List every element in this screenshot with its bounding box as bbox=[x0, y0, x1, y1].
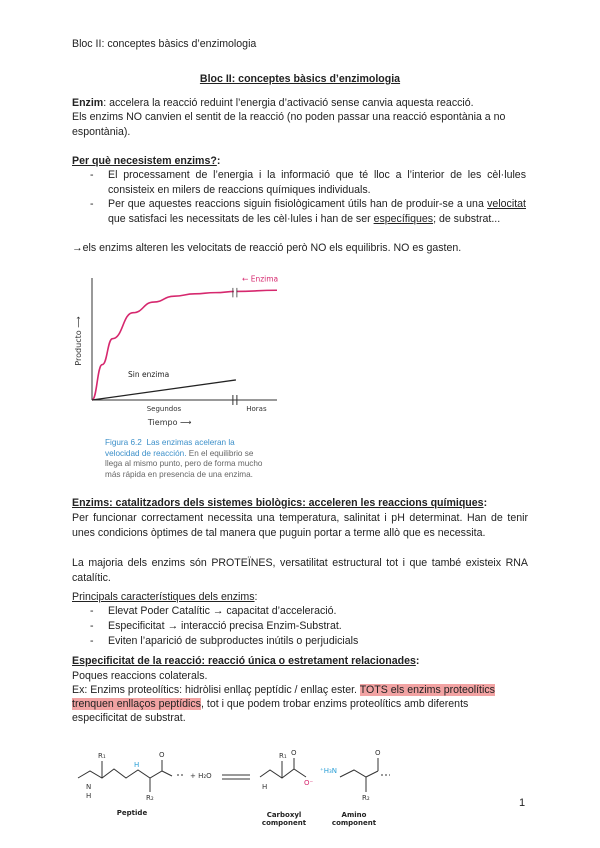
section3-example: Ex: Enzims proteolítics: hidròlisi enllaç peptídic / enllaç ester. bbox=[72, 684, 360, 696]
chart-caption bbox=[105, 438, 305, 480]
enzyme-rate-chart bbox=[72, 270, 287, 435]
amino-label-1: Amino bbox=[341, 811, 367, 819]
section3-line-3-rest: , tot i que podem trobar enzims proteolítics amb diferents bbox=[200, 698, 469, 710]
intro-line-2: Els enzims NO canvien el sentit de la reacció (no poden passar una reacció espontània a no espontània). bbox=[72, 111, 506, 138]
caption-text-2: llega al mismo punto, pero de forma mucho bbox=[105, 459, 263, 468]
bullet2-text-b: que satisfaci les necessitats de les cèl·lules i han de ser bbox=[108, 212, 374, 225]
bullet-dash: - bbox=[90, 198, 94, 210]
section2-subheading-colon: : bbox=[254, 591, 258, 603]
water-label: + H₂O bbox=[190, 772, 212, 780]
h-label: H bbox=[86, 792, 92, 800]
page-number: 1 bbox=[519, 797, 526, 809]
feature-item-2: Especificitat → interacció precisa Enzim-Substrat. bbox=[108, 620, 342, 632]
section3-line-4: especificitat de substrat. bbox=[72, 712, 186, 724]
caption-title-2: velocidad de reacción. bbox=[105, 448, 187, 458]
n-label: N bbox=[86, 783, 92, 791]
section2-paragraph-1: Per funcionar correctament necessita una temperatura, salinitat i pH determinat. Han de tenir unes condicions òptimes de tal manera que puguin portar a terme allò que es necessita. bbox=[72, 512, 528, 539]
section1-bullet-1: El processament de l’energia i la informació que té lloc a l’interior de les cèl·lules consisteix en milers de reaccions químiques individuals. bbox=[108, 169, 526, 196]
x-segment-label: Horas bbox=[246, 405, 267, 413]
peptide-label: Peptide bbox=[116, 809, 148, 817]
intro-definition: : accelera la reacció reduint l’energia d’activació sense canvia aquesta reacció. bbox=[103, 97, 474, 109]
carboxyl-backbone bbox=[260, 769, 306, 778]
bullet-dash: - bbox=[90, 620, 94, 632]
chart-plot-area bbox=[74, 275, 278, 427]
carboxylate-label: O⁻ bbox=[304, 779, 314, 787]
caption-label: Figura 6.2 bbox=[105, 438, 142, 447]
series-label-enzyme: ← Enzima bbox=[242, 274, 279, 284]
carboxyl-h-label: H bbox=[262, 783, 268, 791]
caption-line-1 bbox=[105, 438, 305, 449]
section1-heading-colon: : bbox=[216, 155, 221, 167]
bullet-dash: - bbox=[90, 605, 94, 617]
bullet-dash: - bbox=[90, 169, 94, 181]
amino-o-label: O bbox=[375, 749, 381, 757]
carboxyl-o-label: O bbox=[291, 749, 297, 757]
curve-break-gap bbox=[234, 288, 237, 298]
bullet2-text-a: Per que aquestes reaccions siguin fisiològicament útils han de produir-se a una bbox=[108, 198, 488, 210]
amide-h-label: H bbox=[134, 761, 140, 769]
x-axis-title: Tiempo ⟶ bbox=[147, 418, 192, 427]
section1-heading bbox=[72, 154, 528, 169]
peptide-hydrolysis-diagram bbox=[72, 745, 402, 835]
section3-line-1: Poques reaccions colaterals. bbox=[72, 670, 208, 682]
caption-text-3: más rápida en presencia de una enzima. bbox=[105, 469, 253, 479]
caption-line-2 bbox=[105, 449, 305, 460]
section2-heading bbox=[72, 496, 542, 511]
bullet-dash: - bbox=[90, 635, 94, 647]
highlight-proteolytic-1: TOTS els enzims proteolítics bbox=[359, 684, 495, 696]
r2-label: R₂ bbox=[146, 794, 154, 802]
section2-heading-text: Enzims: catalitzadors dels sistemes biològics: acceleren les reaccions químiques bbox=[72, 497, 484, 509]
section3-line-3 bbox=[72, 697, 542, 712]
bullet2-velocitat: velocitat bbox=[487, 198, 526, 210]
ammonium-label: ⁺H₃N bbox=[320, 767, 338, 775]
feature-item-3: Eviten l’aparició de subproductes inútils o perjudicials bbox=[108, 635, 359, 647]
section3-line-2 bbox=[72, 683, 542, 698]
section1-conclusion: →els enzims alteren les velocitats de reacció però NO els equilibris. NO es gasten. bbox=[72, 242, 462, 254]
intro-term: Enzim bbox=[72, 97, 104, 109]
intro-line-1 bbox=[72, 96, 528, 111]
amino-label-2: component bbox=[331, 819, 377, 827]
peptide-backbone bbox=[78, 769, 172, 778]
section3-heading-colon: : bbox=[415, 655, 420, 667]
carboxyl-label-1: Carboxyl bbox=[266, 811, 302, 819]
series-enzyme-line bbox=[92, 290, 277, 400]
o-label: O bbox=[159, 751, 165, 759]
x-segment-label: Segundos bbox=[146, 405, 182, 413]
caption-title-1: Las enzimas aceleran la bbox=[146, 438, 235, 447]
section3-heading bbox=[72, 654, 542, 669]
amino-backbone bbox=[340, 770, 378, 777]
highlight-proteolytic-2: trenquen enllaços peptídics bbox=[72, 698, 201, 710]
y-axis-title: Producto ⟶ bbox=[74, 316, 83, 366]
series-label-no-enzyme: Sin enzima bbox=[127, 369, 170, 379]
section1-bullet-2 bbox=[108, 197, 526, 226]
section2-heading-colon: : bbox=[483, 497, 488, 509]
section3-heading-text: Especificitat de la reacció: reacció única o estretament relacionades bbox=[72, 655, 416, 667]
caption-text-1: En el equilibrio se bbox=[188, 448, 254, 458]
amino-r2-label: R₂ bbox=[362, 794, 370, 802]
section2-subheading-text: Principals característiques dels enzims bbox=[72, 591, 255, 603]
bullet2-text-c: ; de substrat... bbox=[433, 212, 501, 225]
section2-paragraph-2: La majoria dels enzims són PROTEÏNES, versatilitat estructural tot i que també existeix RNA catalític. bbox=[72, 557, 528, 584]
running-header: Bloc II: conceptes bàsics d’enzimologia bbox=[72, 38, 257, 50]
carboxyl-r1-label: R₁ bbox=[279, 752, 287, 760]
carboxyl-label-2: component bbox=[261, 819, 307, 827]
section1-heading-text: Per què necesistem enzims? bbox=[72, 155, 217, 167]
feature-item-1: Elevat Poder Catalític → capacitat d’acceleració. bbox=[108, 605, 337, 617]
bullet2-especifiques: específiques bbox=[373, 212, 434, 225]
section2-subheading bbox=[72, 590, 528, 605]
page-title: Bloc II: conceptes bàsics d’enzimologia bbox=[199, 73, 401, 85]
series-no-enzyme-line bbox=[92, 380, 236, 400]
r1-label: R₁ bbox=[98, 752, 106, 760]
